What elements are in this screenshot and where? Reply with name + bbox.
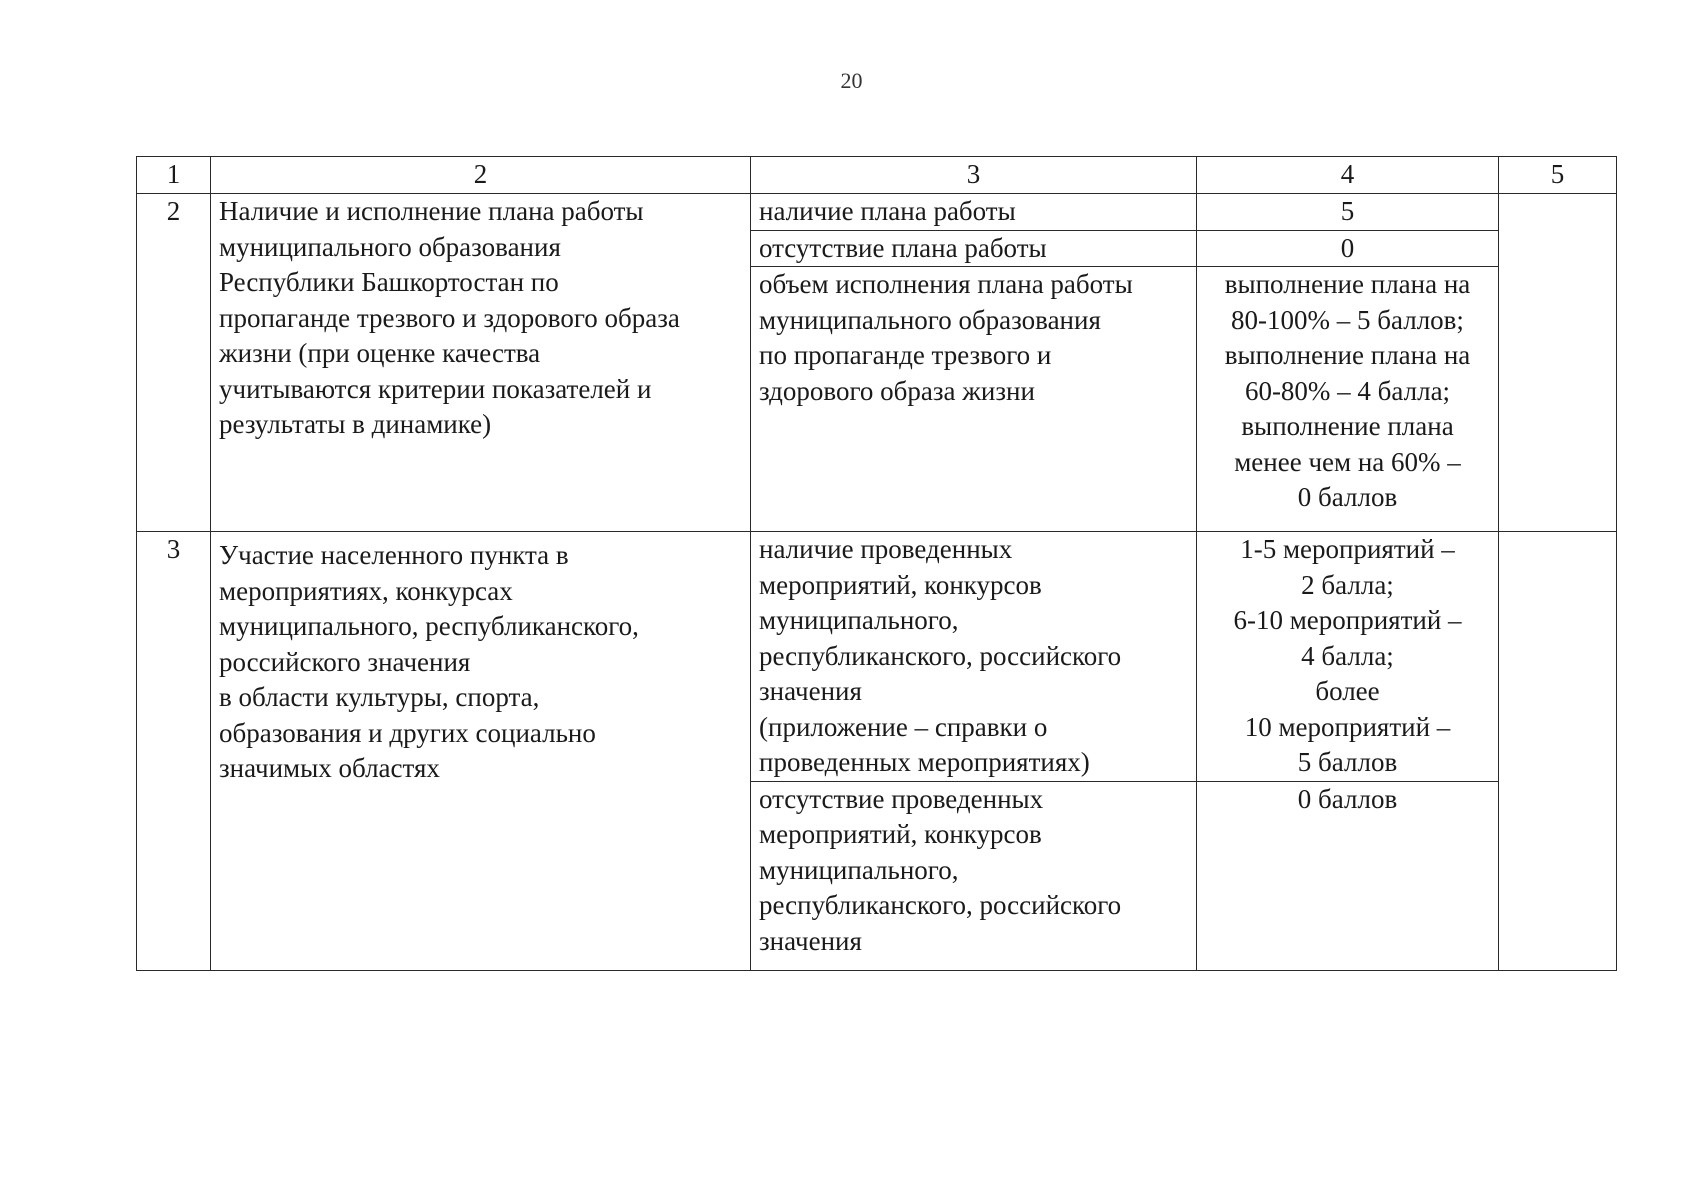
header-row bbox=[137, 157, 1617, 194]
column-5-cell bbox=[1499, 194, 1617, 532]
header-cell-2: 2 bbox=[211, 157, 751, 194]
criterion-condition: объем исполнения плана работы муниципального образования по пропаганде трезвого и здорового образа жизни bbox=[751, 267, 1197, 532]
header-cell-1: 1 bbox=[137, 157, 211, 194]
column-5-cell bbox=[1499, 532, 1617, 971]
header-cell-3: 3 bbox=[751, 157, 1197, 194]
criterion-score: выполнение плана на 80-100% – 5 баллов; выполнение плана на 60-80% – 4 балла; выполнение плана менее чем на 60% – 0 баллов bbox=[1197, 267, 1499, 532]
row-number: 3 bbox=[137, 532, 211, 971]
indicator-description: Наличие и исполнение плана работы муниципального образования Республики Башкортостан по пропаганде трезвого и здорового образа жизни (при оценке качества учитываются критерии показателей и результаты в динамике) bbox=[211, 194, 751, 532]
criterion-condition: наличие проведенных мероприятий, конкурсов муниципального, республиканского, российского значения (приложение – справки о проведенных мероприятиях) bbox=[751, 532, 1197, 782]
criterion-score: 0 баллов bbox=[1197, 781, 1499, 970]
table-row bbox=[137, 194, 1617, 231]
page-number: 20 bbox=[840, 68, 863, 93]
criterion-score: 0 bbox=[1197, 230, 1499, 267]
criterion-condition: отсутствие плана работы bbox=[751, 230, 1197, 267]
criterion-condition: отсутствие проведенных мероприятий, конкурсов муниципального, республиканского, российского значения bbox=[751, 781, 1197, 970]
row-number: 2 bbox=[137, 194, 211, 532]
criterion-condition: наличие плана работы bbox=[751, 194, 1197, 231]
criteria-table bbox=[136, 156, 1617, 971]
header-cell-4: 4 bbox=[1197, 157, 1499, 194]
indicator-description: Участие населенного пункта в мероприятиях, конкурсах муниципального, республиканского, российского значения в области культуры, спорта, образования и других социально значимых областях bbox=[211, 532, 751, 971]
table-row bbox=[137, 532, 1617, 782]
criterion-score: 1-5 мероприятий – 2 балла; 6-10 мероприятий – 4 балла; более 10 мероприятий – 5 баллов bbox=[1197, 532, 1499, 782]
criterion-score: 5 bbox=[1197, 194, 1499, 231]
header-cell-5: 5 bbox=[1499, 157, 1617, 194]
